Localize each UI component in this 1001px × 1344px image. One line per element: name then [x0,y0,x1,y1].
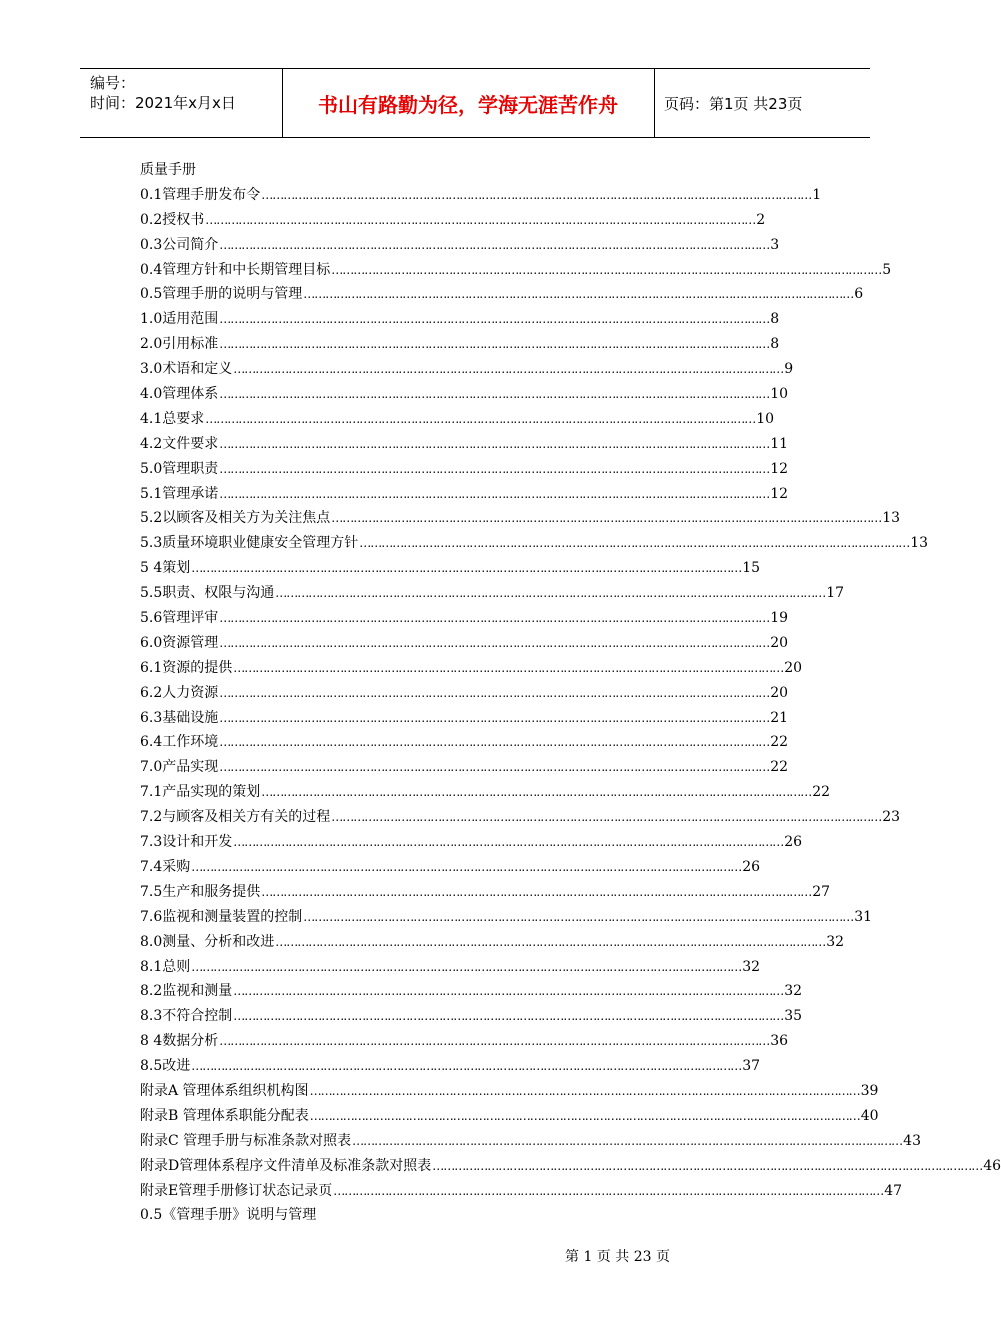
toc-entry-label: 8 4数据分析 [140,1033,219,1050]
toc-entry-label: 6.3基础设施 [140,709,219,726]
header-page-cell [654,69,870,137]
toc-entry-label: 4.1总要求 [140,410,205,427]
toc-leader-dots: …………………………………………………………………………………………………………………………………… [233,362,784,377]
toc-entry[interactable] [140,780,831,805]
toc-entry[interactable] [140,631,789,656]
toc-entry[interactable] [140,755,789,780]
toc-entry-page-number: 12 [770,485,789,502]
toc-entry-label: 5.1管理承诺 [140,485,219,502]
toc-entry-page-number: 32 [784,983,803,1000]
toc-entry-page-number: 1 [812,186,822,203]
toc-entry[interactable] [140,457,789,482]
toc-entry[interactable] [140,183,822,208]
toc-entry-page-number: 47 [884,1182,903,1199]
toc-leader-dots: …………………………………………………………………………………………………………………………………… [205,411,756,426]
toc-entry-page-number: 27 [812,883,831,900]
toc-entry-page-number: 37 [742,1058,761,1075]
toc-appendices [140,1079,1001,1203]
toc-leader-dots: …………………………………………………………………………………………………………………………………… [261,785,812,800]
toc-entry-page-number: 36 [770,1033,789,1050]
toc-entry-label: 附录C 管理手册与标准条款对照表 [140,1132,352,1149]
toc-leader-dots: …………………………………………………………………………………………………………………………………… [309,1083,860,1098]
toc-entry-label: 0.4管理方针和中长期管理目标 [140,261,331,278]
toc-entry[interactable] [140,307,780,332]
toc-entry[interactable] [140,432,789,457]
toc-entry-page-number: 15 [742,560,761,577]
toc-entry-label: 7.0产品实现 [140,759,219,776]
toc-entry-label: 5.2以顾客及相关方为关注焦点 [140,510,331,527]
toc-leader-dots: …………………………………………………………………………………………………………………………………… [233,1009,784,1024]
header-motto-cell [282,69,655,137]
toc-entry-page-number: 40 [860,1107,879,1124]
toc-entry-label: 1.0适用范围 [140,311,219,328]
toc-entry[interactable] [140,282,864,307]
toc-entry-label: 5.0管理职责 [140,460,219,477]
header-motto: 书山有路勤为径，学海无涯苦作舟 [318,93,618,117]
toc-leader-dots: …………………………………………………………………………………………………………………………………… [275,934,826,949]
toc-entry-label: 5 4策划 [140,560,191,577]
toc-leader-dots: …………………………………………………………………………………………………………………………………… [233,984,784,999]
toc-entry-page-number: 10 [756,410,775,427]
toc-entry[interactable] [140,482,789,507]
toc-entry-label: 7.3设计和开发 [140,834,233,851]
toc-entries [140,183,929,1079]
toc-entry-page-number: 39 [860,1082,879,1099]
toc-entry[interactable] [140,506,901,531]
toc-leader-dots: …………………………………………………………………………………………………………………………………… [359,536,910,551]
toc-entry[interactable] [140,880,831,905]
toc-entry-page-number: 32 [742,958,761,975]
toc-entry-page-number: 26 [742,858,761,875]
toc-leader-dots: …………………………………………………………………………………………………………………………………… [303,909,854,924]
toc-entry[interactable] [140,581,845,606]
toc-entry-label: 0.5管理手册的说明与管理 [140,286,303,303]
toc-leader-dots: …………………………………………………………………………………………………………………………………… [219,1034,770,1049]
toc-leader-dots: …………………………………………………………………………………………………………………………………… [191,859,742,874]
toc-entry-page-number: 11 [770,435,789,452]
table-of-contents [140,158,1001,1228]
toc-leader-dots: …………………………………………………………………………………………………………………………………… [303,287,854,302]
toc-leader-dots: …………………………………………………………………………………………………………………………………… [331,262,882,277]
toc-leader-dots: …………………………………………………………………………………………………………………………………… [219,387,770,402]
toc-entry-label: 附录B 管理体系职能分配表 [140,1107,309,1124]
toc-entry[interactable] [140,258,892,283]
toc-entry-label: 0.2授权书 [140,211,205,228]
toc-entry-page-number: 10 [770,386,789,403]
toc-entry[interactable] [140,979,803,1004]
toc-entry-page-number: 35 [784,1008,803,1025]
toc-entry[interactable] [140,1079,879,1104]
toc-entry[interactable] [140,1054,761,1079]
toc-entry-page-number: 6 [854,286,864,303]
toc-entry-page-number: 13 [910,535,929,552]
toc-entry-page-number: 43 [903,1132,921,1149]
toc-entry-page-number: 8 [770,311,780,328]
toc-entry[interactable] [140,357,794,382]
toc-title: 质量手册 [140,162,196,178]
toc-entry-page-number: 12 [770,460,789,477]
toc-entry-label: 5.3质量环境职业健康安全管理方针 [140,535,359,552]
toc-leader-dots: …………………………………………………………………………………………………………………………………… [219,685,770,700]
toc-entry-label: 7.4采购 [140,858,191,875]
toc-entry-label: 4.2文件要求 [140,435,219,452]
toc-entry[interactable] [140,830,803,855]
toc-leader-dots: …………………………………………………………………………………………………………………………………… [219,461,770,476]
toc-entry-label: 附录E管理手册修订状态记录页 [140,1182,333,1199]
toc-entry-label: 7.6监视和测量装置的控制 [140,908,303,925]
header-meta-cell [80,69,283,137]
toc-entry-label: 7.1产品实现的策划 [140,784,261,801]
page-header [80,68,870,138]
toc-entry-label: 8.2监视和测量 [140,983,233,1000]
toc-entry-page-number: 23 [882,809,901,826]
toc-entry[interactable] [140,1129,921,1154]
toc-leader-dots: …………………………………………………………………………………………………………………………………… [219,635,770,650]
toc-entry-label: 5.6管理评审 [140,610,219,627]
toc-entry-label: 8.1总则 [140,958,191,975]
toc-entry[interactable] [140,1104,879,1129]
toc-entry-page-number: 22 [812,784,831,801]
document-date: 时间：2021年x月x日 [90,94,236,112]
toc-entry-label: 6.2人力资源 [140,684,219,701]
toc-entry-label: 0.1管理手册发布令 [140,186,261,203]
toc-entry-label: 附录D管理体系程序文件清单及标准条款对照表 [140,1157,432,1174]
toc-entry-label: 6.0资源管理 [140,634,219,651]
toc-entry[interactable] [140,681,789,706]
toc-leader-dots: …………………………………………………………………………………………………………………………………… [219,486,770,501]
toc-entry-label: 0.3公司简介 [140,236,219,253]
toc-entry-page-number: 5 [882,261,892,278]
toc-entry-page-number: 19 [770,610,789,627]
toc-entry[interactable] [140,1029,789,1054]
toc-entry-page-number: 8 [770,336,780,353]
toc-entry-label: 8.3不符合控制 [140,1008,233,1025]
toc-leader-dots: …………………………………………………………………………………………………………………………………… [331,511,882,526]
toc-leader-dots: …………………………………………………………………………………………………………………………………… [219,710,770,725]
toc-entry[interactable] [140,930,845,955]
toc-leader-dots: …………………………………………………………………………………………………………………………………… [219,735,770,750]
toc-entry-label: 7.2与顾客及相关方有关的过程 [140,809,331,826]
toc-entry-page-number: 2 [756,211,766,228]
toc-entry-label: 5.5职责、权限与沟通 [140,585,275,602]
toc-leader-dots: …………………………………………………………………………………………………………………………………… [233,660,784,675]
toc-entry-page-number: 20 [770,684,789,701]
toc-entry-label: 4.0管理体系 [140,386,219,403]
toc-entry[interactable] [140,855,761,880]
toc-leader-dots: …………………………………………………………………………………………………………………………………… [219,760,770,775]
toc-entry-label: 3.0术语和定义 [140,361,233,378]
toc-leader-dots: …………………………………………………………………………………………………………………………………… [205,212,756,227]
toc-leader-dots: …………………………………………………………………………………………………………………………………… [219,611,770,626]
toc-entry[interactable] [140,531,929,556]
toc-entry-page-number: 3 [770,236,780,253]
toc-entry[interactable] [140,730,789,755]
toc-leader-dots: …………………………………………………………………………………………………………………………………… [233,835,784,850]
toc-leader-dots: …………………………………………………………………………………………………………………………………… [191,561,742,576]
toc-entry[interactable] [140,556,761,581]
toc-leader-dots: …………………………………………………………………………………………………………………………………… [219,337,770,352]
toc-leader-dots: …………………………………………………………………………………………………………………………………… [219,237,770,252]
toc-entry-page-number: 26 [784,834,803,851]
toc-entry[interactable] [140,606,789,631]
toc-entry[interactable] [140,955,761,980]
toc-leader-dots: …………………………………………………………………………………………………………………………………… [261,187,812,202]
toc-entry[interactable] [140,905,873,930]
toc-entry-page-number: 21 [770,709,789,726]
toc-entry[interactable] [140,1154,1001,1179]
toc-entry-page-number: 22 [770,734,789,751]
toc-entry-page-number: 20 [784,659,803,676]
header-page-info: 页码：第1页 共23页 [664,95,803,113]
toc-leader-dots: …………………………………………………………………………………………………………………………………… [219,436,770,451]
toc-entry[interactable] [140,382,789,407]
toc-leader-dots: …………………………………………………………………………………………………………………………………… [352,1133,903,1148]
toc-entry[interactable] [140,656,803,681]
toc-leader-dots: …………………………………………………………………………………………………………………………………… [333,1183,884,1198]
page-footer: 第 1 页 共 23 页 [565,1249,670,1265]
toc-entry-page-number: 31 [854,908,873,925]
toc-entry-label: 6.1资源的提供 [140,659,233,676]
toc-entry-label: 8.5改进 [140,1058,191,1075]
toc-entry-page-number: 17 [826,585,845,602]
toc-entry-label: 2.0引用标准 [140,336,219,353]
toc-leader-dots: …………………………………………………………………………………………………………………………………… [191,959,742,974]
toc-leader-dots: …………………………………………………………………………………………………………………………………… [331,810,882,825]
toc-entry[interactable] [140,233,780,258]
toc-entry[interactable] [140,805,901,830]
toc-leader-dots: …………………………………………………………………………………………………………………………………… [191,1059,742,1074]
toc-entry[interactable] [140,706,789,731]
toc-entry-page-number: 46 [983,1157,1001,1174]
document-number-label: 编号： [90,74,136,92]
toc-leader-dots: …………………………………………………………………………………………………………………………………… [219,312,770,327]
toc-entry[interactable] [140,1179,903,1204]
toc-entry-label: 7.5生产和服务提供 [140,883,261,900]
toc-entry-page-number: 20 [770,634,789,651]
toc-entry-label: 8.0测量、分析和改进 [140,933,275,950]
toc-entry[interactable] [140,1004,803,1029]
toc-entry[interactable] [140,407,775,432]
toc-entry-page-number: 22 [770,759,789,776]
toc-entry-label: 附录A 管理体系组织机构图 [140,1082,309,1099]
toc-entry-page-number: 32 [826,933,845,950]
toc-leader-dots: …………………………………………………………………………………………………………………………………… [432,1158,983,1173]
toc-leader-dots: …………………………………………………………………………………………………………………………………… [275,586,826,601]
toc-entry-page-number: 9 [784,361,794,378]
toc-closing-line: 0.5《管理手册》说明与管理 [140,1207,317,1224]
toc-leader-dots: …………………………………………………………………………………………………………………………………… [261,884,812,899]
toc-leader-dots: …………………………………………………………………………………………………………………………………… [309,1108,860,1123]
toc-entry-page-number: 13 [882,510,901,527]
toc-entry-label: 6.4工作环境 [140,734,219,751]
toc-entry[interactable] [140,332,780,357]
toc-entry[interactable] [140,208,766,233]
